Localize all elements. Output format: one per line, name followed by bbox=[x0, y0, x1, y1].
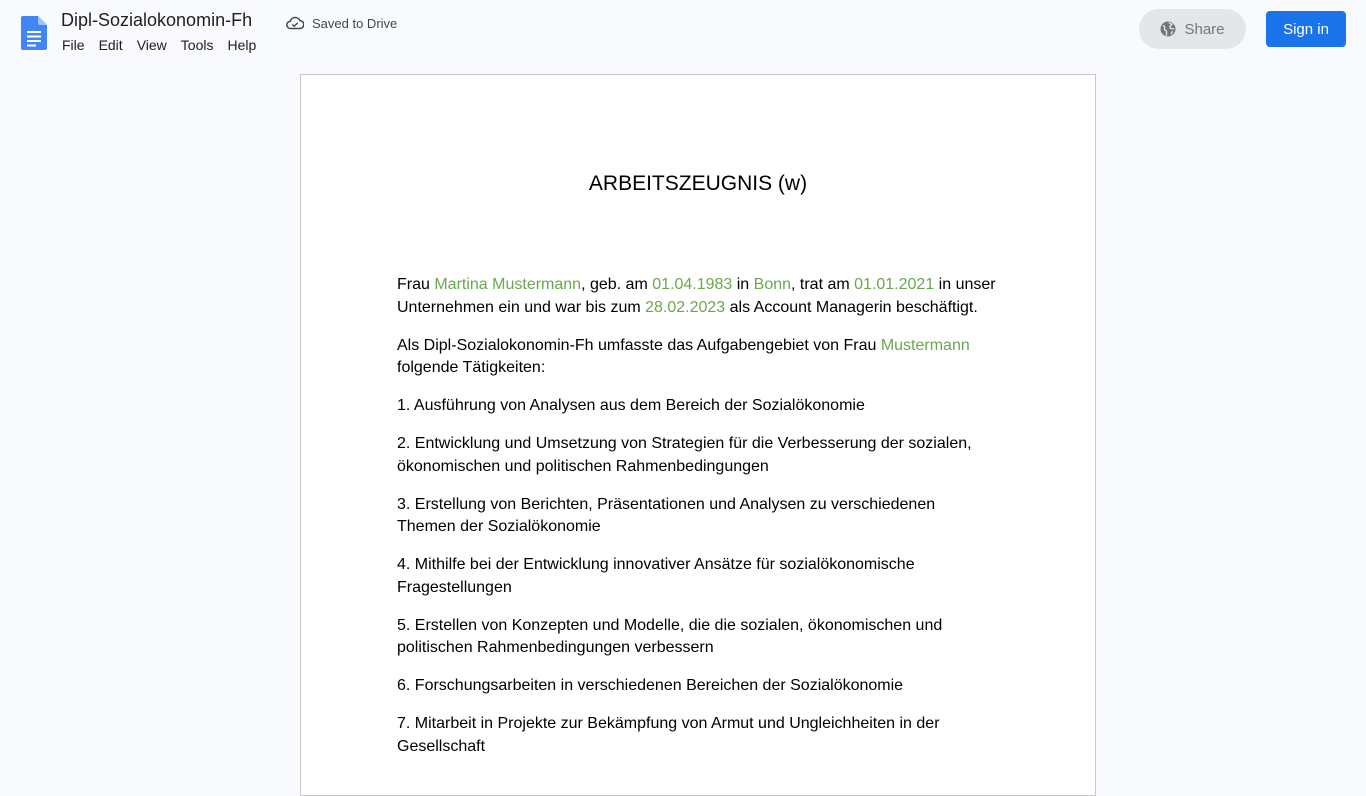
menu-bar bbox=[55, 36, 263, 56]
menu-file[interactable]: File bbox=[62, 37, 85, 53]
intro-paragraph: Frau Martina Mustermann, geb. am 01.04.1983 in Bonn, trat am 01.01.2021 in unser Unternehmen ein und war bis zum 28.02.2023 als Account Managerin beschäftigt. bbox=[397, 276, 996, 316]
task-item: 7. Mitarbeit in Projekte zur Bekämpfung von Armut und Ungleichheiten in der Gesellschaft bbox=[397, 715, 940, 755]
task-item: 5. Erstellen von Konzepten und Modelle, die die sozialen, ökonomischen und politischen Rahmenbedingungen verbessern bbox=[397, 616, 943, 656]
menu-edit[interactable]: Edit bbox=[98, 37, 123, 53]
employee-surname: Mustermann bbox=[880, 336, 970, 354]
task-item: 2. Entwicklung und Umsetzung von Strategien für die Verbesserung der sozialen, ökonomischen und politischen Rahmenbedingungen bbox=[397, 435, 972, 475]
document-title[interactable]: Dipl-Sozialokonomin-Fh bbox=[61, 10, 253, 30]
sign-in-button[interactable]: Sign in bbox=[1266, 11, 1346, 47]
document-body bbox=[397, 274, 997, 774]
end-date: 28.02.2023 bbox=[645, 298, 726, 316]
document-heading: ARBEITSZEUGNIS (w) bbox=[588, 172, 808, 195]
save-status[interactable] bbox=[286, 14, 397, 32]
globe-icon bbox=[1160, 21, 1176, 37]
task-item: 4. Mithilfe bei der Entwicklung innovativer Ansätze für sozialökonomische Fragestellungen bbox=[397, 556, 915, 596]
start-date: 01.01.2021 bbox=[854, 276, 935, 293]
employee-name: Martina Mustermann bbox=[434, 276, 582, 293]
task-item: 1. Ausführung von Analysen aus dem Bereich der Sozialökonomie bbox=[397, 397, 865, 414]
menu-tools[interactable]: Tools bbox=[180, 37, 214, 53]
task-item: 6. Forschungsarbeiten in verschiedenen Bereichen der Sozialökonomie bbox=[397, 677, 904, 694]
share-button[interactable] bbox=[1139, 9, 1246, 49]
menu-help[interactable]: Help bbox=[227, 37, 257, 53]
menu-view[interactable]: View bbox=[136, 37, 167, 53]
share-label: Share bbox=[1184, 20, 1225, 38]
scope-paragraph: Als Dipl-Sozialokonomin-Fh umfasste das Aufgabengebiet von Frau Mustermann folgende Tätigkeiten: bbox=[397, 336, 970, 376]
document-page[interactable] bbox=[300, 74, 1096, 796]
save-status-label: Saved to Drive bbox=[312, 15, 398, 31]
google-docs-icon[interactable] bbox=[21, 16, 47, 50]
task-item: 3. Erstellung von Berichten, Präsentationen und Analysen zu verschiedenen Themen der Sozialökonomie bbox=[397, 495, 936, 535]
top-bar bbox=[0, 0, 1366, 64]
cloud-saved-icon bbox=[286, 16, 304, 30]
birth-city: Bonn bbox=[753, 276, 792, 293]
birth-date: 01.04.1983 bbox=[652, 276, 733, 293]
